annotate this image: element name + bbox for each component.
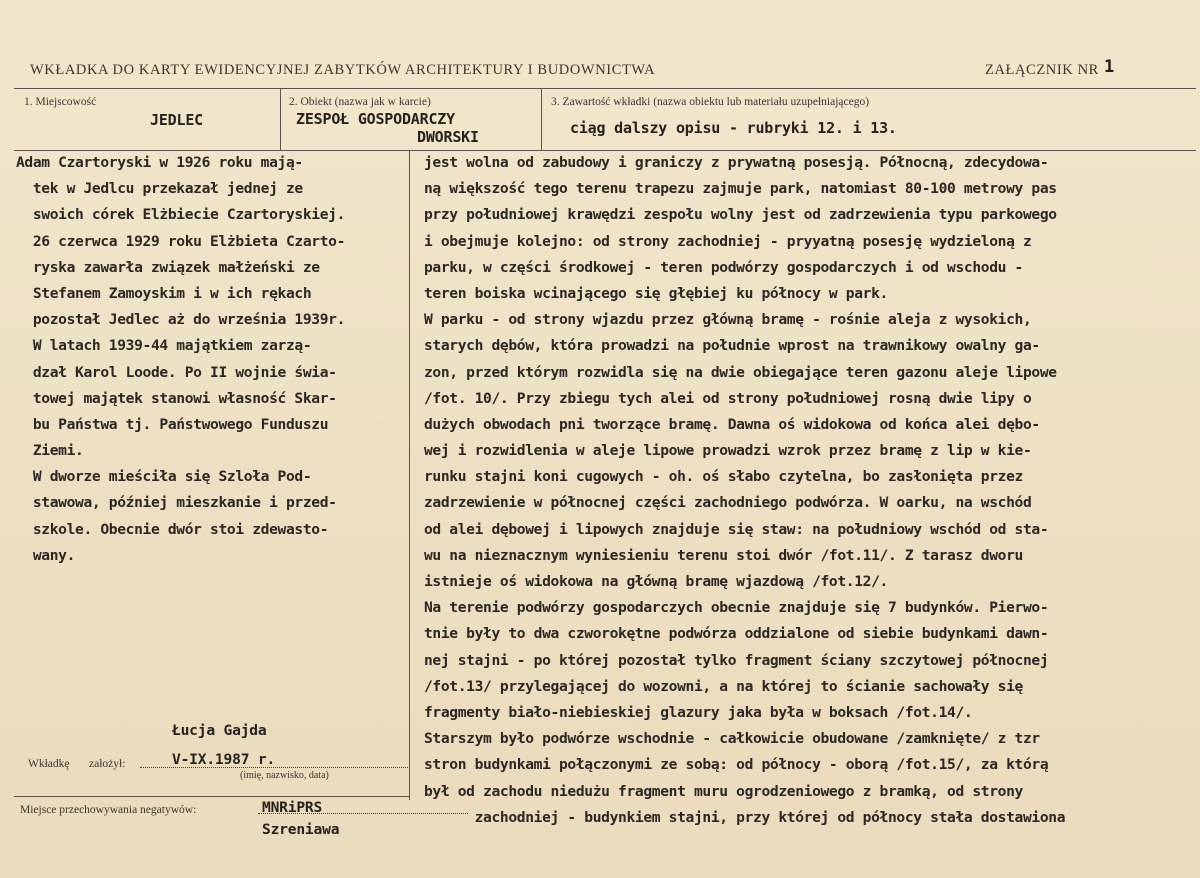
by-label: założył:: [89, 758, 126, 770]
negatives-value-line2: Szreniawa: [262, 821, 340, 838]
field-object-value-line2: DWORSKI: [417, 128, 479, 146]
annex-number: 1: [1104, 57, 1115, 77]
field-content-value: ciąg dalszy opisu - rubryki 12. i 13.: [570, 119, 897, 137]
right-text-line: W parku - od strony wjazdu przez główną bramę - rośnie aleja z wysokich,: [424, 311, 1032, 329]
right-text-line: od alei dębowej i lipowych znajduje się staw: na południowy wschód od sta-: [424, 520, 1049, 538]
right-text-line: teren boiska wcinającego się głębiej ku północy w park.: [424, 284, 888, 302]
left-text-line: stawowa, później mieszkanie i przed-: [16, 494, 337, 512]
right-text-line: przy południowej krawędzi zespołu wolny jest od zadrzewienia typu parkowego: [424, 206, 1057, 224]
left-text-line: W dworze mieściła się Szloła Pod-: [16, 468, 312, 486]
right-text-line: ną większość tego terenu trapezu zajmuje park, natomiast 80-100 metrowy pas: [424, 180, 1057, 198]
author-line: [140, 767, 408, 768]
left-text-line: pozostał Jedlec aż do września 1939r.: [16, 311, 346, 329]
left-text-line: dzał Karol Loode. Po II wojnie świa-: [16, 363, 337, 381]
field-object-value-line1: ZESPOŁ GOSPODARCZY: [296, 110, 455, 128]
field-locality-label: 1. Miejscowość: [24, 96, 97, 108]
left-text-line: szkole. Obecnie dwór stoi zdewasto-: [16, 520, 329, 538]
left-text-line: 26 czerwca 1929 roku Elżbieta Czarto-: [16, 232, 346, 250]
card-title: WKŁADKA DO KARTY EWIDENCYJNEJ ZABYTKÓW ARCHITEKTURY I BUDOWNICTWA: [30, 62, 656, 78]
right-text-line: dużych obwodach pni tworzące bramę. Dawna oś widokowa od końca alei dębo-: [424, 415, 1040, 433]
right-text-line: fragmenty biało-niebieskiej glazury jaka była w boksach /fot.14/.: [424, 703, 973, 721]
negatives-value-line1: MNRiPRS: [262, 799, 323, 816]
author-name: Łucja Gajda: [172, 722, 267, 739]
left-text-line: Stefanem Zamoyskim i w ich rękach: [16, 284, 312, 302]
right-column-text: [424, 150, 1194, 831]
right-text-line: /fot. 10/. Przy zbiegu tych alei od strony południowej rosną dwie lipy o: [424, 389, 1032, 407]
left-text-line: Ziemi.: [16, 442, 84, 460]
right-text-line: jest wolna od zabudowy i graniczy z prywatną posesją. Północną, zdecydowa-: [424, 154, 1049, 171]
field-divider-2: [541, 88, 542, 150]
right-text-line: nej stajni - po której pozostał tylko fragment ściany szczytowej północnej: [424, 651, 1049, 669]
header-top-rule: [14, 88, 1196, 89]
right-text-line: zon, przed którym rozwidla się na dwie obiegające teren gazonu aleje lipowe: [424, 363, 1057, 381]
right-text-line: runku stajni koni cugowych - oh. oś słabo czytelna, bo zasłonięta przez: [424, 468, 1023, 486]
left-text-line: Adam Czartoryski w 1926 roku mają-: [16, 154, 303, 171]
field-locality-value: JEDLEC: [150, 111, 203, 129]
left-text-line: tek w Jedlcu przekazał jednej ze: [16, 180, 303, 198]
right-text-line: tnie były to dwa czworokętne podwórza oddzialone od siebie budynkami dawn-: [424, 625, 1049, 643]
annex-label: ZAŁĄCZNIK NR: [985, 62, 1099, 78]
name-hint: (imię, nazwisko, data): [240, 770, 329, 781]
footer-rule: [14, 796, 410, 797]
right-text-line: parku, w części środkowej - teren podwórzy gospodarczych i od wschodu -: [424, 258, 1023, 276]
right-text-line: Starszym było podwórze wschodnie - całkowicie obudowane /zamknięte/ z tzr: [424, 730, 1040, 748]
left-text-line: wany.: [16, 546, 76, 564]
negatives-line: [258, 813, 468, 814]
left-text-line: ryska zawarła związek małżeński ze: [16, 258, 320, 276]
right-text-line: był od zachodu niedużu fragment muru ogrodzeniowego z bramką, od strony: [424, 782, 1023, 800]
right-text-line: stron budynkami połączonymi ze sobą: od północy - oborą /fot.15/, za którą: [424, 756, 1049, 774]
right-text-line: i obejmuje kolejno: od strony zachodniej - pryyatną posesję wydzieloną z: [424, 232, 1032, 250]
right-text-line: wej i rozwidlenia w aleje lipowe prowadzi wzrok przez bramę z lip w kie-: [424, 442, 1032, 460]
left-text-line: towej majątek stanowi własność Skar-: [16, 389, 337, 407]
column-divider: [409, 150, 410, 800]
right-text-line: zadrzewienie w północnej części zachodniego podwórza. W oarku, na wschód: [424, 494, 1032, 512]
left-column-text: [16, 150, 406, 569]
field-object-label: 2. Obiekt (nazwa jak w karcie): [289, 96, 431, 108]
right-text-line: wu na nieznacznym wyniesieniu terenu stoi dwór /fot.11/. Z tarasz dworu: [424, 546, 1023, 564]
right-text-line: starych dębów, która prowadzi na południe wprost na trawnikowy owalny ga-: [424, 337, 1040, 355]
right-text-line: Na terenie podwórzy gospodarczych obecnie znajduje się 7 budynków. Pierwo-: [424, 599, 1049, 617]
right-text-line: zachodniej - budynkiem stajni, przy której od północy stała dostawiona: [424, 808, 1066, 826]
negatives-label: Miejsce przechowywania negatywów:: [20, 804, 197, 816]
field-divider-1: [280, 88, 281, 150]
left-text-line: bu Państwa tj. Państwowego Funduszu: [16, 415, 329, 433]
inserted-label: Wkładkę: [28, 758, 70, 770]
date-value: V-IX.1987 r.: [172, 751, 276, 768]
left-text-line: W latach 1939-44 majątkiem zarzą-: [16, 337, 312, 355]
field-content-label: 3. Zawartość wkładki (nazwa obiektu lub materiału uzupełniającego): [551, 96, 870, 108]
right-text-line: istnieje oś widokowa na główną bramę wjazdową /fot.12/.: [424, 573, 888, 590]
right-text-line: /fot.13/ przylegającej do wozowni, a na której to ścianie sachowały się: [424, 677, 1023, 695]
left-text-line: swoich córek Elżbiecie Czartoryskiej.: [16, 206, 346, 224]
